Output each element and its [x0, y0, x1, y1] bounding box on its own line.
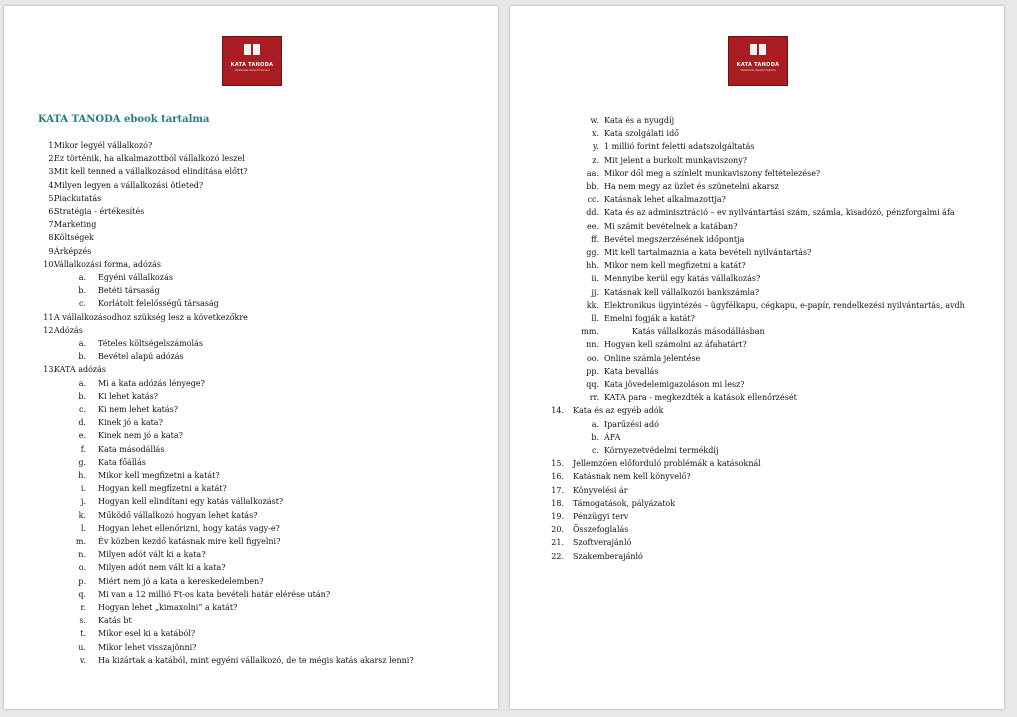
toc-entry-marker: ff. [591, 234, 599, 244]
toc-entry-text: Kata és a nyugdíj [604, 116, 675, 125]
toc-entry-marker: x. [591, 129, 599, 139]
toc-entry-marker: 7. [48, 220, 56, 230]
toc-entry-marker: c. [78, 299, 86, 309]
toc-entry-marker: ll. [591, 314, 599, 323]
toc-entry-marker: rr. [589, 393, 599, 403]
toc-entry-marker: h. [78, 471, 86, 480]
toc-entry-text: Iparűzési adó [604, 419, 659, 429]
toc-entry-text: Katásnak lehet alkalmazottja? [604, 195, 726, 205]
toc-entry-marker: 13. [43, 365, 56, 375]
toc-entry-text: Hogyan lehet ellenőrizni, hogy katás vagy-e? [98, 523, 280, 533]
toc-entry-marker: t. [80, 629, 86, 639]
toc-entry-marker: kk. [586, 300, 599, 310]
toc-entry-marker: 8. [48, 233, 56, 243]
toc-entry-marker: m. [75, 537, 86, 546]
toc-entry-marker: 12. [43, 325, 56, 335]
toc-entry-marker: z. [592, 155, 599, 165]
toc-entry-marker: 19. [551, 512, 564, 521]
toc-entry-text: Költségek [54, 233, 94, 243]
toc-entry-text: Környezetvédelmi termékdíj [604, 446, 719, 455]
toc-entry-text: Kata bevallás [604, 366, 659, 376]
toc-entry-marker: 5. [48, 193, 56, 203]
toc-entry-marker: c. [591, 446, 599, 455]
toc-entry-text: Mit kell tartalmaznia a kata bevételi nyilvántartás? [604, 248, 812, 257]
toc-entry-text: Mikor dől meg a színlelt munkaviszony feltételezése? [604, 168, 821, 178]
toc-entry-marker: 17. [551, 485, 564, 495]
toc-entry-marker: b. [78, 286, 86, 296]
kata-tanoda-logo [222, 36, 282, 86]
toc-entry-marker: 10. [43, 259, 56, 269]
toc-entry-marker: 22. [551, 551, 564, 561]
toc-entry-marker: gg. [586, 248, 599, 257]
toc-entry-text: Katásnak kell vállalkozói bankszámla? [604, 287, 760, 297]
toc-entry-text: Katás bt [98, 616, 132, 626]
toc-entry-marker: nn. [586, 340, 599, 350]
toc-entry-text: KATA para - megkezdték a katások ellenőrzését [604, 393, 797, 403]
toc-entry-text: Ez történik, ha alkalmazottból vállalkozó leszel [54, 154, 245, 164]
toc-entry-marker: k. [78, 510, 86, 520]
toc-entry-marker: y. [593, 142, 599, 152]
toc-entry-marker: d. [78, 418, 86, 428]
toc-entry-text: Kata másodállás [98, 444, 165, 454]
toc-entry-text: Piackutatás [54, 193, 102, 203]
toc-entry-marker: aa. [586, 168, 599, 178]
toc-entry-text: Egyéni vállalkozás [98, 273, 173, 282]
toc-entry-text: Mi számít bevételnek a katában? [604, 221, 738, 231]
toc-entry-text: Stratégia - értékesítés [54, 207, 145, 216]
toc-entry-text: Bevétel megszerzésének időpontja [604, 234, 745, 244]
toc-entry-text: Ki nem lehet katás? [98, 405, 179, 414]
logo-subtext: vállalkozás lépésről lépésre [234, 69, 270, 72]
toc-entry-marker: g. [78, 457, 86, 467]
toc-entry-marker: 2. [48, 154, 56, 164]
toc-entry-marker: 15. [551, 459, 564, 469]
toc-entry-marker: e. [78, 431, 86, 441]
toc-entry-text: Mikor legyél vállalkozó? [54, 141, 153, 150]
toc-entry-text: Kinek jó a kata? [98, 418, 163, 428]
book-icon [244, 44, 260, 56]
toc-entry-marker: 3. [48, 167, 56, 177]
toc-entry-marker: b. [78, 352, 86, 362]
toc-entry-text: Betéti társaság [98, 286, 160, 296]
toc-entry-text: Ki lehet katás? [98, 391, 159, 401]
toc-entry-text: Mikor esel ki a katából? [98, 629, 196, 639]
toc-entry-text: Hogyan kell megfizetni a katát? [98, 484, 227, 494]
toc-entry-text: Vállalkozási forma, adózás [54, 259, 161, 269]
toc-entry-text: Árképzés [54, 246, 92, 256]
toc-entry-text: Emelni fogják a katát? [604, 314, 695, 323]
toc-entry-text: Mit jelent a burkolt munkaviszony? [604, 155, 747, 165]
toc-entry-marker: r. [80, 603, 86, 612]
toc-entry-marker: i. [80, 484, 86, 494]
toc-entry-text: Milyen adót nem vált ki a kata? [98, 563, 226, 573]
toc-entry-text: Katás vállalkozás másodállásban [632, 327, 765, 337]
toc-entry-text: Adózás [54, 325, 83, 335]
toc-entry-marker: mm. [581, 327, 599, 337]
toc-entry-text: Év közben kezdő katásnak mire kell figyelni? [98, 537, 281, 546]
toc-entry-text: Szoftverajánló [573, 538, 632, 548]
document-page-1 [4, 6, 498, 709]
toc-entry-text: Pénzügyi terv [573, 512, 629, 521]
toc-entry-text: Összefoglalás [573, 525, 629, 535]
toc-entry-marker: pp. [586, 366, 599, 376]
toc-entry-text: ÁFA [604, 432, 621, 442]
toc-entry-marker: a. [78, 273, 86, 282]
toc-entry-text: Bevétel alapú adózás [98, 352, 184, 362]
toc-entry-marker: a. [78, 378, 86, 388]
toc-entry-marker: f. [80, 444, 86, 454]
toc-entry-marker: j. [80, 497, 86, 507]
toc-entry-marker: ee. [586, 221, 599, 231]
toc-entry-text: Hogyan kell számolni az áfahatárt? [604, 340, 747, 350]
toc-entry-text: Katásnak nem kell könyvelő? [573, 472, 691, 482]
toc-entry-marker: b. [591, 432, 599, 442]
toc-entry-marker: bb. [586, 182, 599, 191]
toc-entry-marker: w. [590, 116, 599, 125]
toc-entry-marker: cc. [587, 195, 599, 205]
toc-entry-marker: 14. [551, 406, 564, 416]
kata-tanoda-logo [728, 36, 788, 86]
toc-entry-marker: s. [79, 616, 86, 626]
toc-entry-text: 1 millió forint feletti adatszolgáltatás [604, 142, 755, 152]
page-title: KATA TANODA ebook tartalma [38, 114, 210, 125]
toc-entry-text: Mikor nem kell megfizetni a katát? [604, 261, 746, 271]
toc-entry-marker: 18. [551, 498, 564, 508]
logo-text: KATA TANODA [736, 62, 780, 68]
toc-entry-text: Miért nem jó a kata a kereskedelemben? [98, 576, 264, 586]
toc-entry-text: Mi a kata adózás lényege? [98, 378, 205, 388]
logo-subtext: vállalkozás lépésről lépésre [740, 69, 776, 72]
toc-entry-marker: p. [78, 576, 86, 586]
toc-entry-marker: 16. [551, 472, 564, 482]
toc-entry-text: Kata és az egyéb adók [573, 406, 664, 416]
toc-entry-text: Online számla jelentése [604, 353, 701, 363]
toc-entry-text: Kinek nem jó a kata? [98, 431, 183, 441]
toc-entry-text: Kata főállás [98, 457, 146, 467]
toc-entry-marker: jj. [591, 287, 599, 297]
toc-entry-marker: 21. [551, 538, 564, 548]
toc-entry-text: Korlátolt felelősségű társaság [98, 299, 219, 309]
toc-entry-text: Mikor kell megfizetni a katát? [98, 471, 220, 480]
toc-entry-marker: dd. [586, 208, 599, 218]
toc-entry-marker: n. [78, 550, 86, 560]
book-icon [750, 44, 766, 56]
toc-entry-text: Milyen legyen a vállalkozási ötleted? [54, 180, 204, 190]
document-page-2 [510, 6, 1004, 709]
toc-entry-text: Hogyan kell elindítani egy katás vállalkozást? [98, 497, 284, 507]
toc-entry-marker: l. [80, 523, 86, 533]
toc-entry-text: Mit kell tenned a vállalkozásod elindítása előtt? [54, 167, 248, 177]
toc-entry-marker: 11. [43, 312, 56, 322]
toc-entry-text: Hogyan lehet „kimaxolni” a katát? [98, 603, 238, 612]
toc-entry-marker: a. [591, 419, 599, 429]
toc-entry-text: Tételes költségelszámolás [98, 339, 203, 348]
toc-entry-text: Kata jövedelemigazoláson mi lesz? [604, 380, 745, 389]
toc-entry-text: Kata szolgálati idő [604, 129, 679, 139]
toc-entry-marker: o. [78, 563, 86, 573]
toc-entry-text: KATA adózás [54, 365, 107, 375]
toc-entry-marker: 1. [48, 141, 56, 150]
toc-entry-text: Ha nem megy az üzlet és szünetelni akarsz [604, 182, 779, 191]
toc-entry-text: Ha kizártak a katából, mint egyéni vállalkozó, de te mégis katás akarsz lenni? [98, 655, 414, 665]
toc-entry-marker: u. [78, 642, 86, 652]
toc-entry-text: Mikor lehet visszajönni? [98, 642, 197, 652]
toc-entry-text: Elektronikus ügyintézés – ügyfélkapu, cégkapu, e-papír, rendelkezési nyilvántartás, avdh [604, 300, 965, 310]
toc-entry-marker: oo. [586, 353, 599, 363]
toc-entry-marker: qq. [586, 380, 599, 389]
toc-entry-text: Kata és az adminisztráció – ev nyilvántartási szám, számla, kisadózó, pénzforgalmi áfa [604, 208, 955, 218]
toc-entry-marker: 6. [48, 207, 56, 216]
toc-entry-text: A vállalkozásodhoz szükség lesz a következőkre [54, 312, 248, 322]
toc-entry-marker: v. [79, 655, 86, 665]
toc-entry-marker: ii. [591, 274, 599, 284]
toc-entry-text: Könyvelési ár [573, 485, 628, 495]
toc-entry-marker: 4. [48, 180, 56, 190]
toc-entry-marker: c. [78, 405, 86, 414]
toc-entry-text: Milyen adót vált ki a kata? [98, 550, 206, 560]
toc-entry-text: Mi van a 12 millió Ft-os kata bevételi határ elérése után? [98, 589, 331, 599]
toc-entry-text: Működő vállalkozó hogyan lehet katás? [98, 510, 258, 520]
toc-entry-text: Marketing [54, 220, 97, 230]
toc-entry-text: Mennyibe kerül egy katás vállalkozás? [604, 274, 761, 284]
logo-text: KATA TANODA [230, 62, 274, 68]
toc-entry-text: Támogatások, pályázatok [573, 498, 676, 508]
toc-entry-marker: hh. [586, 261, 599, 271]
toc-entry-marker: 9. [48, 246, 56, 256]
toc-entry-text: Jellemzően előforduló problémák a katásoknál [573, 459, 761, 469]
toc-entry-marker: a. [78, 339, 86, 348]
toc-entry-marker: 20. [551, 525, 564, 535]
toc-entry-marker: b. [78, 391, 86, 401]
toc-entry-marker: q. [78, 589, 86, 599]
toc-entry-text: Szakemberajánló [573, 551, 643, 561]
